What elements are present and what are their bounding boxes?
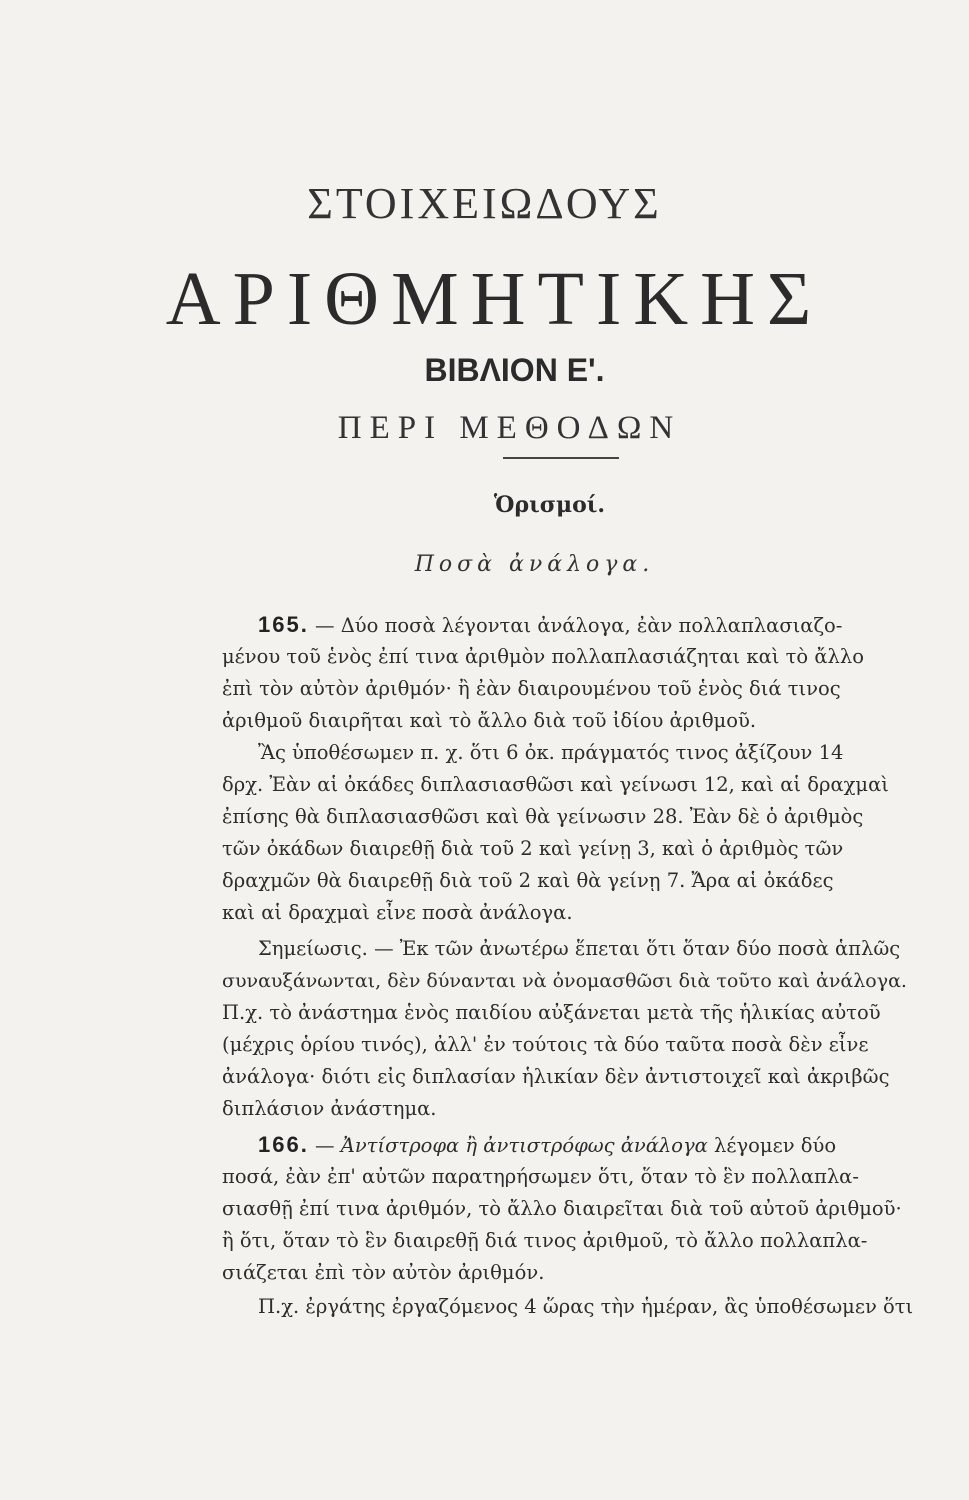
paragraph-166-line	[258, 1130, 948, 1160]
book-number: ΒΙΒΛΙΟΝ Ε'.	[424, 352, 605, 388]
paragraph-165-line: Ἂς ὑποθέσωμεν π. χ. ὅτι 6 ὀκ. πράγματός τινος ἀξίζουν 14	[258, 741, 844, 764]
paragraph-165-line: τῶν ὀκάδων διαιρεθῇ διὰ τοῦ 2 καὶ γείνῃ 3, καὶ ὁ ἀριθμὸς τῶν	[222, 837, 844, 860]
paragraph-165-line: καὶ αἱ δραχμαὶ εἶνε ποσὰ ἀνάλογα.	[222, 901, 573, 924]
paragraph-165-line: μένου τοῦ ἑνὸς ἐπί τινα ἀριθμὸν πολλαπλασιάζηται καὶ τὸ ἄλλο	[222, 645, 864, 668]
section-subheading: Ποσὰ ἀνάλογα.	[414, 552, 655, 577]
paragraph-165-line: ἀριθμοῦ διαιρῆται καὶ τὸ ἄλλο διὰ τοῦ ἰδίου ἀριθμοῦ.	[222, 709, 757, 732]
note-line: Σημείωσις. — Ἐκ τῶν ἀνωτέρω ἕπεται ὅτι ὅταν δύο ποσὰ ἁπλῶς	[258, 937, 901, 960]
note-line: (μέχρις ὁρίου τινός), ἀλλ' ἐν τούτοις τὰ δύο ταῦτα ποσὰ δὲν εἶνε	[222, 1033, 869, 1056]
paragraph-number: 165.	[258, 612, 309, 637]
paragraph-165-line	[258, 610, 948, 640]
paragraph-text: λέγομεν δύο	[707, 1134, 837, 1157]
paragraph-166-line: ποσά, ἐὰν ἐπ' αὐτῶν παρατηρήσωμεν ὅτι, ὅταν τὸ ἓν πολλαπλα-	[222, 1165, 859, 1188]
paragraph-165-line: ἐπίσης θὰ διπλασιασθῶσι καὶ θὰ γείνωσιν 28. Ἐὰν δὲ ὁ ἀριθμὸς	[222, 805, 864, 828]
paragraph-166-line: Π.χ. ἐργάτης ἐργαζόμενος 4 ὥρας τὴν ἡμέραν, ἂς ὑποθέσωμεν ὅτι	[258, 1295, 914, 1318]
divider-rule	[503, 457, 619, 459]
note-line: συναυξάνωνται, δὲν δύνανται νὰ ὀνομασθῶσι διὰ τοῦτο καὶ ἀνάλογα.	[222, 970, 907, 992]
chapter-subject: ΠΕΡΙ ΜΕΘΟΔΩΝ	[337, 410, 682, 446]
paragraph-166-line: ἢ ὅτι, ὅταν τὸ ἓν διαιρεθῇ διά τινος ἀριθμοῦ, τὸ ἄλλο πολλαπλα-	[222, 1229, 868, 1252]
paragraph-lead: —	[308, 1134, 341, 1157]
paragraph-166-line: σιάζεται ἐπὶ τὸν αὐτὸν ἀριθμόν.	[222, 1261, 545, 1284]
paragraph-text: — Δύο ποσὰ λέγονται ἀνάλογα, ἐὰν πολλαπλασιαζο-	[308, 614, 843, 637]
paragraph-165-line: ἐπὶ τὸν αὐτὸν ἀριθμόν· ἢ ἐὰν διαιρουμένου τοῦ ἑνὸς διά τινος	[222, 677, 841, 700]
note-line: ἀνάλογα· διότι εἰς διπλασίαν ἡλικίαν δὲν ἀντιστοιχεῖ καὶ ἀκριβῶς	[222, 1065, 890, 1088]
title-line-1: ΣΤΟΙΧΕΙΩΔΟΥΣ	[307, 179, 662, 228]
paragraph-165-line: δρχ. Ἐὰν αἱ ὀκάδες διπλασιασθῶσι καὶ γείνωσι 12, καὶ αἱ δραχμαὶ	[222, 773, 889, 796]
title-line-2: ΑΡΙΘΜΗΤΙΚΗΣ	[165, 257, 824, 341]
paragraph-165-line: δραχμῶν θὰ διαιρεθῇ διὰ τοῦ 2 καὶ θὰ γείνῃ 7. Ἄρα αἱ ὀκάδες	[222, 869, 834, 892]
paragraph-166-line: σιασθῇ ἐπί τινα ἀριθμόν, τὸ ἄλλο διαιρεῖται διὰ τοῦ αὐτοῦ ἀριθμοῦ·	[222, 1197, 902, 1220]
paragraph-number: 166.	[258, 1132, 309, 1157]
note-line: Π.χ. τὸ ἀνάστημα ἑνὸς παιδίου αὐξάνεται μετὰ τῆς ἡλικίας αὐτοῦ	[222, 1001, 881, 1024]
section-heading: Ὁρισμοί.	[493, 492, 606, 518]
defined-term: Ἀντίστροφα ἢ ἀντιστρόφως ἀνάλογα	[340, 1134, 708, 1157]
note-line: διπλάσιον ἀνάστημα.	[222, 1097, 437, 1120]
